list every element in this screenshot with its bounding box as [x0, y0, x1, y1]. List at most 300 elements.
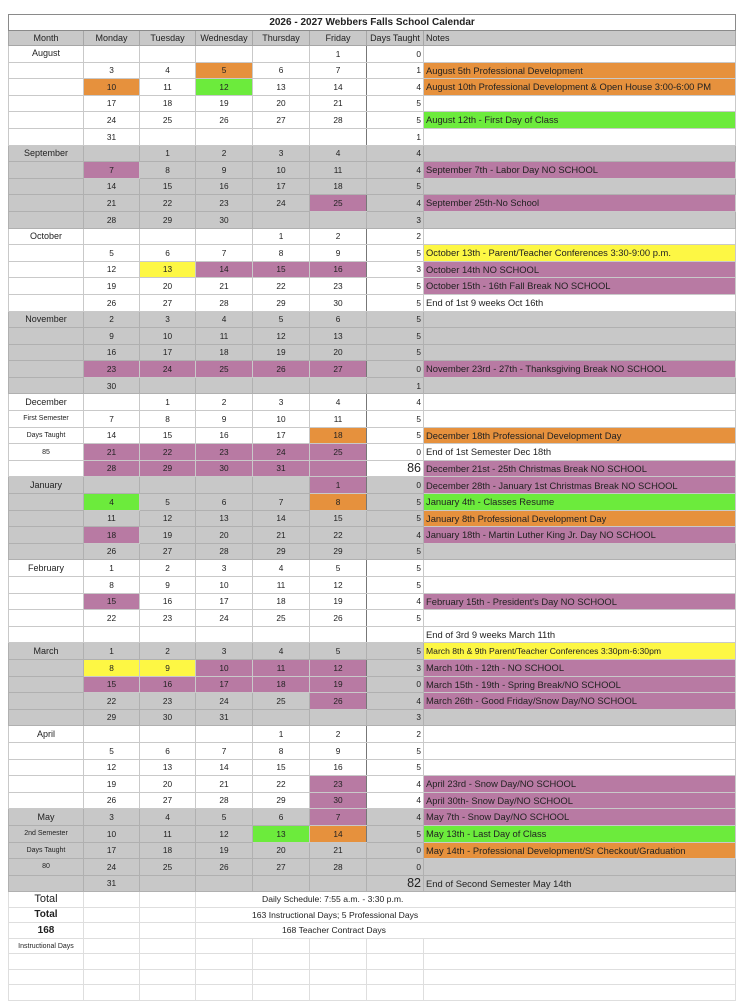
note-cell: May 13th - Last Day of Class: [424, 825, 736, 842]
note-cell: September 25th-No School: [424, 195, 736, 212]
day-cell: 19: [84, 278, 140, 295]
month-label: [9, 543, 84, 560]
day-cell: 11: [310, 411, 367, 428]
day-cell: 1: [253, 726, 310, 743]
day-cell: 3: [253, 394, 310, 411]
day-cell: [140, 875, 196, 892]
day-cell: 9: [84, 328, 140, 345]
month-label: November: [9, 311, 84, 328]
calendar-row: [9, 344, 736, 361]
month-label: January: [9, 477, 84, 494]
note-cell: [424, 328, 736, 345]
day-cell: 30: [196, 460, 253, 477]
day-cell: 4: [84, 494, 140, 511]
days-taught: 4: [367, 145, 424, 162]
days-taught: 5: [367, 278, 424, 295]
days-taught: 5: [367, 427, 424, 444]
day-cell: 20: [140, 776, 196, 793]
month-label: [9, 128, 84, 145]
calendar-row: [9, 643, 736, 660]
day-cell: 5: [140, 494, 196, 511]
day-cell: 2: [140, 643, 196, 660]
day-cell: 11: [253, 659, 310, 676]
calendar-row: [9, 659, 736, 676]
day-cell: 29: [253, 792, 310, 809]
day-cell: 28: [310, 859, 367, 876]
day-cell: 6: [196, 494, 253, 511]
month-label: [9, 460, 84, 477]
day-cell: 25: [253, 693, 310, 710]
calendar-row: [9, 145, 736, 162]
day-cell: 31: [84, 128, 140, 145]
note-cell: January 18th - Martin Luther King Jr. Day NO SCHOOL: [424, 527, 736, 544]
day-cell: 11: [196, 328, 253, 345]
note-cell: [424, 344, 736, 361]
day-cell: 16: [310, 759, 367, 776]
day-cell: 25: [310, 195, 367, 212]
calendar-row: [9, 726, 736, 743]
day-cell: 7: [196, 245, 253, 262]
day-cell: 24: [253, 444, 310, 461]
day-cell: 20: [253, 842, 310, 859]
day-cell: 29: [253, 294, 310, 311]
day-cell: 27: [253, 112, 310, 129]
day-cell: 18: [253, 593, 310, 610]
day-cell: 11: [84, 510, 140, 527]
day-cell: 12: [84, 759, 140, 776]
month-label: [9, 278, 84, 295]
month-label: [9, 328, 84, 345]
day-cell: 15: [253, 759, 310, 776]
day-cell: 28: [196, 792, 253, 809]
note-cell: [424, 759, 736, 776]
note-cell: [424, 543, 736, 560]
day-cell: 22: [310, 527, 367, 544]
note-cell: [424, 46, 736, 63]
day-cell: 30: [196, 211, 253, 228]
day-cell: 2: [84, 311, 140, 328]
calendar-row: [9, 610, 736, 627]
day-cell: 20: [196, 527, 253, 544]
day-cell: 26: [310, 693, 367, 710]
day-cell: [310, 626, 367, 643]
day-cell: 1: [140, 145, 196, 162]
day-cell: [84, 626, 140, 643]
calendar-table: [8, 14, 736, 1001]
month-label: [9, 377, 84, 394]
month-label: [9, 211, 84, 228]
day-cell: 12: [310, 659, 367, 676]
day-cell: 15: [84, 593, 140, 610]
month-label: [9, 875, 84, 892]
day-cell: 3: [84, 62, 140, 79]
day-cell: 12: [253, 328, 310, 345]
days-taught: 5: [367, 95, 424, 112]
month-label: [9, 759, 84, 776]
month-label: Days Taught: [9, 427, 84, 444]
day-cell: [84, 477, 140, 494]
day-cell: 8: [84, 659, 140, 676]
calendar-row: [9, 245, 736, 262]
day-cell: 7: [310, 62, 367, 79]
header-row: [9, 31, 736, 46]
note-cell: October 15th - 16th Fall Break NO SCHOOL: [424, 278, 736, 295]
days-taught: 3: [367, 211, 424, 228]
days-taught: 2: [367, 726, 424, 743]
header-notes: Notes: [424, 31, 736, 46]
days-taught: 5: [367, 510, 424, 527]
day-cell: 18: [310, 178, 367, 195]
day-cell: 8: [140, 162, 196, 179]
day-cell: 28: [84, 460, 140, 477]
day-cell: 3: [253, 145, 310, 162]
day-cell: 6: [253, 62, 310, 79]
day-cell: 28: [84, 211, 140, 228]
month-label: [9, 79, 84, 96]
calendar-row: [9, 294, 736, 311]
note-cell: [424, 145, 736, 162]
note-cell: October 13th - Parent/Teacher Conferences 3:30-9:00 p.m.: [424, 245, 736, 262]
day-cell: 24: [140, 361, 196, 378]
day-cell: [196, 477, 253, 494]
day-cell: [253, 709, 310, 726]
day-cell: 3: [196, 560, 253, 577]
note-cell: May 14th - Professional Development/Sr Checkout/Graduation: [424, 842, 736, 859]
day-cell: 17: [196, 676, 253, 693]
days-taught: 5: [367, 245, 424, 262]
day-cell: 19: [140, 527, 196, 544]
calendar-row: [9, 377, 736, 394]
calendar-row: [9, 444, 736, 461]
day-cell: 15: [253, 261, 310, 278]
days-taught: 1: [367, 377, 424, 394]
day-cell: 5: [84, 245, 140, 262]
day-cell: 18: [196, 344, 253, 361]
day-cell: 25: [140, 859, 196, 876]
calendar-row: [9, 427, 736, 444]
day-cell: 23: [84, 361, 140, 378]
calendar-row: [9, 95, 736, 112]
calendar-row: [9, 162, 736, 179]
day-cell: 10: [253, 411, 310, 428]
day-cell: 6: [310, 311, 367, 328]
day-cell: 16: [140, 676, 196, 693]
day-cell: 8: [140, 411, 196, 428]
note-cell: December 21st - 25th Christmas Break NO SCHOOL: [424, 460, 736, 477]
days-taught: 5: [367, 294, 424, 311]
day-cell: 10: [196, 577, 253, 594]
day-cell: 15: [140, 178, 196, 195]
footer-contract: 168 Teacher Contract Days: [196, 923, 736, 939]
month-label: [9, 776, 84, 793]
day-cell: [310, 460, 367, 477]
day-cell: 26: [84, 543, 140, 560]
day-cell: 31: [196, 709, 253, 726]
days-taught: 3: [367, 659, 424, 676]
footer-instructional: 163 Instructional Days; 5 Professional Days: [196, 907, 736, 923]
day-cell: 23: [196, 195, 253, 212]
day-cell: 25: [196, 361, 253, 378]
note-cell: March 26th - Good Friday/Snow Day/NO SCHOOL: [424, 693, 736, 710]
day-cell: 1: [84, 643, 140, 660]
calendar-row: [9, 494, 736, 511]
day-cell: [140, 626, 196, 643]
days-taught: 82: [367, 875, 424, 892]
day-cell: 6: [140, 245, 196, 262]
note-cell: [424, 709, 736, 726]
day-cell: 27: [310, 361, 367, 378]
note-cell: [424, 560, 736, 577]
day-cell: 5: [196, 62, 253, 79]
day-cell: [196, 46, 253, 63]
day-cell: [140, 46, 196, 63]
day-cell: 18: [140, 95, 196, 112]
day-cell: 27: [140, 543, 196, 560]
calendar-row: [9, 328, 736, 345]
calendar-row: [9, 79, 736, 96]
calendar-row: [9, 709, 736, 726]
days-taught: 4: [367, 195, 424, 212]
note-cell: December 28th - January 1st Christmas Break NO SCHOOL: [424, 477, 736, 494]
day-cell: [253, 626, 310, 643]
day-cell: [196, 726, 253, 743]
month-label: [9, 162, 84, 179]
day-cell: 12: [84, 261, 140, 278]
day-cell: [253, 128, 310, 145]
days-taught: 1: [367, 128, 424, 145]
day-cell: [84, 145, 140, 162]
calendar-row: [9, 875, 736, 892]
day-cell: [253, 377, 310, 394]
calendar-row: [9, 128, 736, 145]
calendar-row: [9, 278, 736, 295]
calendar-row: [9, 62, 736, 79]
month-label: May: [9, 809, 84, 826]
day-cell: 4: [140, 62, 196, 79]
days-taught: 0: [367, 444, 424, 461]
day-cell: 3: [84, 809, 140, 826]
days-taught: 1: [367, 62, 424, 79]
day-cell: 17: [196, 593, 253, 610]
days-taught: 0: [367, 676, 424, 693]
days-taught: 86: [367, 460, 424, 477]
day-cell: 26: [310, 610, 367, 627]
day-cell: 10: [84, 825, 140, 842]
day-cell: 10: [140, 328, 196, 345]
calendar-row: [9, 411, 736, 428]
day-cell: 24: [253, 195, 310, 212]
day-cell: [84, 46, 140, 63]
day-cell: 8: [310, 494, 367, 511]
month-label: [9, 95, 84, 112]
day-cell: 16: [140, 593, 196, 610]
day-cell: 19: [310, 593, 367, 610]
day-cell: 5: [310, 560, 367, 577]
days-taught: 5: [367, 543, 424, 560]
day-cell: [253, 46, 310, 63]
month-label: [9, 294, 84, 311]
day-cell: 26: [253, 361, 310, 378]
calendar-row: [9, 577, 736, 594]
calendar-row: [9, 593, 736, 610]
day-cell: [140, 377, 196, 394]
footer-row: [9, 907, 736, 923]
day-cell: 9: [140, 659, 196, 676]
day-cell: 28: [196, 294, 253, 311]
day-cell: 27: [140, 792, 196, 809]
day-cell: 7: [196, 742, 253, 759]
day-cell: 21: [253, 527, 310, 544]
days-taught: 5: [367, 643, 424, 660]
note-cell: [424, 577, 736, 594]
calendar-row: [9, 792, 736, 809]
calendar-row: [9, 394, 736, 411]
note-cell: End of 1st Semester Dec 18th: [424, 444, 736, 461]
day-cell: 2: [140, 560, 196, 577]
calendar-row: [9, 693, 736, 710]
note-cell: [424, 610, 736, 627]
day-cell: 9: [196, 162, 253, 179]
day-cell: [253, 875, 310, 892]
calendar-row: [9, 46, 736, 63]
day-cell: 5: [84, 742, 140, 759]
day-cell: 14: [196, 261, 253, 278]
days-taught: 5: [367, 411, 424, 428]
day-cell: 12: [140, 510, 196, 527]
footer-row: [9, 923, 736, 939]
footer-count: 168: [9, 923, 84, 939]
day-cell: 1: [84, 560, 140, 577]
days-taught: 5: [367, 560, 424, 577]
day-cell: 20: [310, 344, 367, 361]
days-taught: 0: [367, 361, 424, 378]
month-label: December: [9, 394, 84, 411]
day-cell: 31: [84, 875, 140, 892]
note-cell: [424, 394, 736, 411]
month-label: [9, 693, 84, 710]
day-cell: 3: [140, 311, 196, 328]
note-cell: December 18th Professional Development Day: [424, 427, 736, 444]
days-taught: 5: [367, 494, 424, 511]
note-cell: August 12th - First Day of Class: [424, 112, 736, 129]
day-cell: 16: [196, 178, 253, 195]
day-cell: 10: [84, 79, 140, 96]
day-cell: 26: [196, 112, 253, 129]
day-cell: [196, 377, 253, 394]
calendar-row: [9, 676, 736, 693]
note-cell: End of 1st 9 weeks Oct 16th: [424, 294, 736, 311]
days-taught: 5: [367, 825, 424, 842]
day-cell: 28: [310, 112, 367, 129]
day-cell: [196, 875, 253, 892]
day-cell: 22: [253, 776, 310, 793]
day-cell: 18: [310, 427, 367, 444]
days-taught: 4: [367, 593, 424, 610]
day-cell: 23: [196, 444, 253, 461]
day-cell: 21: [84, 444, 140, 461]
day-cell: 15: [310, 510, 367, 527]
day-cell: 4: [310, 394, 367, 411]
day-cell: 14: [310, 825, 367, 842]
day-cell: [140, 228, 196, 245]
day-cell: [140, 477, 196, 494]
calendar-row: [9, 477, 736, 494]
note-cell: End of Second Semester May 14th: [424, 875, 736, 892]
day-cell: 29: [253, 543, 310, 560]
note-cell: November 23rd - 27th - Thanksgiving Break NO SCHOOL: [424, 361, 736, 378]
days-taught: 5: [367, 759, 424, 776]
day-cell: [196, 626, 253, 643]
day-cell: 25: [140, 112, 196, 129]
day-cell: 2: [310, 228, 367, 245]
day-cell: [84, 228, 140, 245]
month-label: [9, 792, 84, 809]
calendar-row: [9, 742, 736, 759]
day-cell: 11: [140, 825, 196, 842]
month-label: [9, 527, 84, 544]
days-taught: 5: [367, 577, 424, 594]
footer-instructional-days-label: Instructional Days: [9, 938, 84, 954]
day-cell: 17: [253, 427, 310, 444]
month-label: [9, 510, 84, 527]
day-cell: [84, 394, 140, 411]
month-label: 80: [9, 859, 84, 876]
day-cell: 30: [310, 792, 367, 809]
day-cell: 1: [140, 394, 196, 411]
month-label: [9, 610, 84, 627]
note-cell: August 10th Professional Development & Open House 3:00-6:00 PM: [424, 79, 736, 96]
day-cell: 9: [196, 411, 253, 428]
note-cell: [424, 228, 736, 245]
day-cell: 4: [253, 560, 310, 577]
day-cell: 21: [310, 842, 367, 859]
day-cell: 13: [140, 261, 196, 278]
note-cell: [424, 411, 736, 428]
day-cell: 1: [310, 477, 367, 494]
day-cell: 13: [140, 759, 196, 776]
day-cell: 18: [140, 842, 196, 859]
day-cell: 17: [140, 344, 196, 361]
day-cell: 5: [310, 643, 367, 660]
calendar-sheet: [8, 14, 735, 1001]
day-cell: 7: [253, 494, 310, 511]
day-cell: 7: [84, 411, 140, 428]
footer-row: [9, 938, 736, 954]
calendar-row: [9, 112, 736, 129]
day-cell: [84, 726, 140, 743]
day-cell: 19: [84, 776, 140, 793]
day-cell: 19: [196, 842, 253, 859]
footer-empty-row: [9, 985, 736, 1001]
note-cell: September 7th - Labor Day NO SCHOOL: [424, 162, 736, 179]
day-cell: 22: [84, 610, 140, 627]
month-label: [9, 261, 84, 278]
month-label: 85: [9, 444, 84, 461]
day-cell: 29: [310, 543, 367, 560]
note-cell: January 8th Professional Development Day: [424, 510, 736, 527]
header-friday: Friday: [310, 31, 367, 46]
day-cell: 10: [196, 659, 253, 676]
note-cell: [424, 211, 736, 228]
day-cell: 7: [84, 162, 140, 179]
day-cell: 21: [196, 776, 253, 793]
day-cell: 6: [140, 742, 196, 759]
note-cell: April 23rd - Snow Day/NO SCHOOL: [424, 776, 736, 793]
day-cell: 14: [84, 178, 140, 195]
calendar-row: [9, 261, 736, 278]
day-cell: 19: [310, 676, 367, 693]
footer-schedule: Daily Schedule: 7:55 a.m. - 3:30 p.m.: [196, 892, 736, 908]
